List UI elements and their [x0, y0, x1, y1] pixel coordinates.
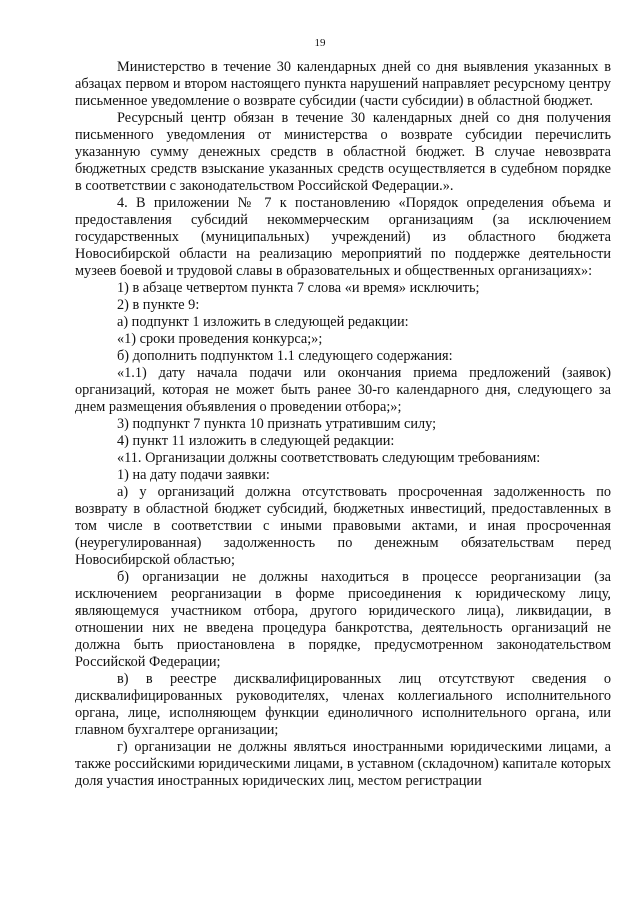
paragraph: Министерство в течение 30 календарных дней со дня выявления указанных в абзацах первом и втором настоящего пункта нарушений направляет ресурсному центру письменное уведомление о возврате субсидии (части субсидии) в областной бюджет. [75, 59, 611, 109]
paragraph: в) в реестре дисквалифицированных лиц отсутствуют сведения о дисквалифицированных руководителях, членах коллегиального исполнительного органа, лице, исполняющем функции единоличного исполнительного органа, или главном бухгалтере организации; [75, 671, 611, 738]
paragraph: «11. Организации должны соответствовать следующим требованиям: [117, 450, 541, 466]
paragraph: 1) в абзаце четвертом пункта 7 слова «и время» исключить; [117, 280, 480, 296]
paragraph: 3) подпункт 7 пункта 10 признать утратившим силу; [117, 416, 437, 432]
paragraph: б) дополнить подпунктом 1.1 следующего содержания: [117, 348, 453, 364]
paragraph: «1) сроки проведения конкурса;»; [117, 331, 323, 347]
paragraph: а) у организаций должна отсутствовать просроченная задолженность по возврату в областной бюджет субсидий, бюджетных инвестиций, предоставленных в том числе в соответствии с иными правовыми актами, и иная просроченная (неурегулированная) задолженность по денежным обязательствам перед Новосибирской областью; [75, 484, 611, 568]
paragraph: 4) пункт 11 изложить в следующей редакции: [117, 433, 395, 449]
paragraph: 1) на дату подачи заявки: [117, 467, 270, 483]
paragraph: б) организации не должны находиться в процессе реорганизации (за исключением реорганизации в форме присоединения к юридическому лицу, являющемуся участником отбора, другого юридического лица), ликвидации, в отношении них не введена процедура банкротства, деятельность организаций не должна быть приостановлена в порядке, предусмотренном законодательством Российской Федерации; [75, 569, 611, 670]
paragraph: 4. В приложении № 7 к постановлению «Порядок определения объема и предоставления субсидий некоммерческим организациям (за исключением государственных (муниципальных) учреждений) из областного бюджета Новосибирской области на реализацию мероприятий по поддержке деятельности музеев боевой и трудовой славы в образовательных и общественных организациях»: [75, 195, 611, 279]
paragraph: г) организации не должны являться иностранными юридическими лицами, а также российскими юридическими лицами, в уставном (складочном) капитале которых доля участия иностранных юридических лиц, местом регистрации [75, 739, 611, 789]
paragraph: а) подпункт 1 изложить в следующей редакции: [117, 314, 409, 330]
page-number: 19 [314, 37, 326, 49]
paragraph: «1.1) дату начала подачи или окончания приема предложений (заявок) организаций, которая не может быть ранее 30-го календарного дня, следующего за днем размещения объявления о проведении отбора;»; [75, 365, 611, 415]
paragraph: 2) в пункте 9: [117, 297, 200, 313]
paragraph: Ресурсный центр обязан в течение 30 календарных дней со дня получения письменного уведомления от министерства о возврате субсидии перечислить указанную сумму денежных средств в областной бюджет. В случае невозврата бюджетных средств взыскание указанных средств осуществляется в судебном порядке в соответствии с законодательством Российской Федерации.». [75, 110, 611, 194]
document-body [75, 59, 611, 790]
